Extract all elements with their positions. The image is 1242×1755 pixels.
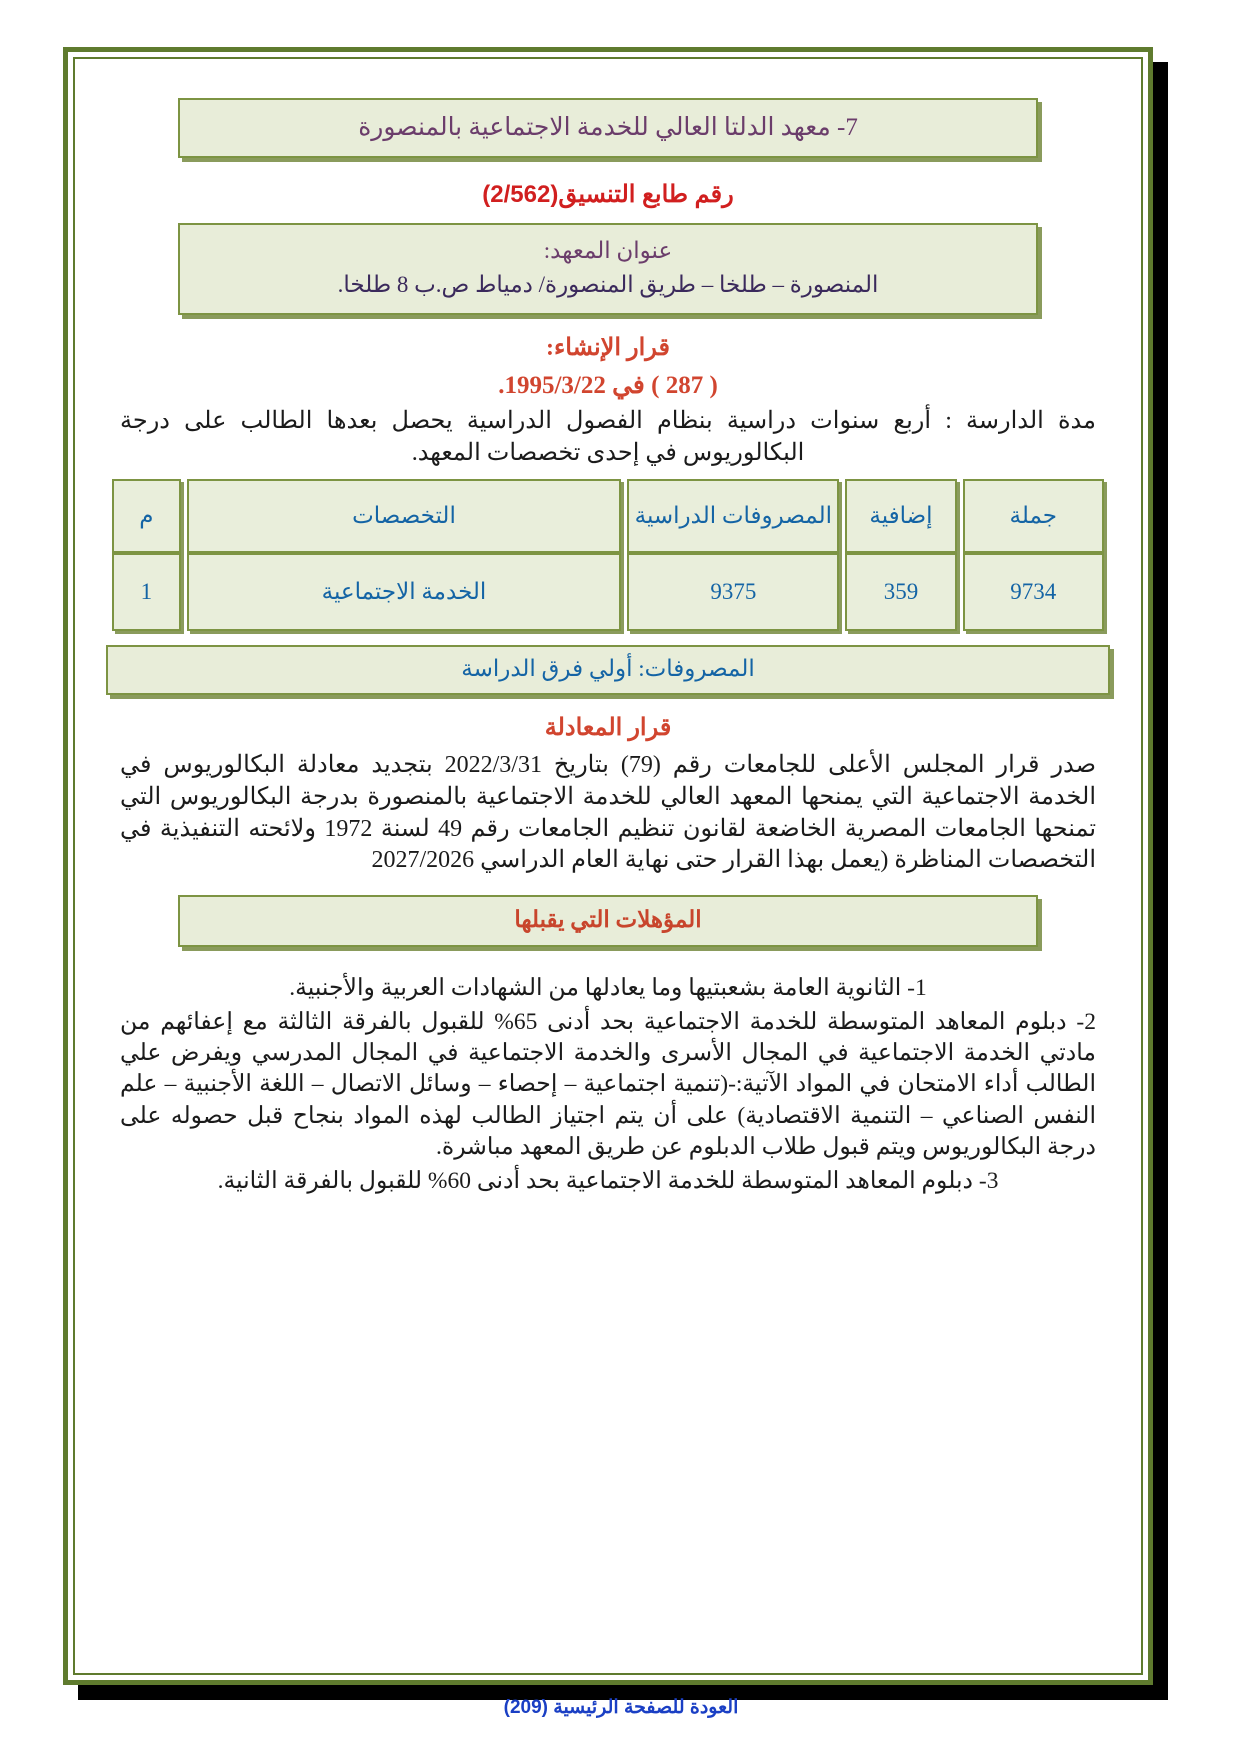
establishment-decree: ( 287 ) في 1995/3/22. <box>498 372 718 399</box>
equivalency-heading: قرار المعادلة <box>544 715 672 742</box>
header-total: جملة <box>963 479 1104 553</box>
establishment-heading: قرار الإنشاء: <box>545 335 670 361</box>
return-home-link[interactable]: العودة للصفحة الرئيسية (209) <box>503 1697 739 1718</box>
header-specialization: التخصصات <box>187 479 621 553</box>
cell-total: 9734 <box>963 553 1104 631</box>
header-extra: إضافية <box>845 479 956 553</box>
list-item: 3- دبلوم المعاهد المتوسطة للخدمة الاجتماعية بحد أدنى 60% للقبول بالفرقة الثانية. <box>217 1167 999 1194</box>
equivalency-paragraph: صدر قرار المجلس الأعلى للجامعات رقم (79) بتاريخ 2022/3/31 بتجديد معادلة البكالوريوس في الخدمة الاجتماعية التي يمنحها المعهد العالي للخدمة الاجتماعية بالمنصورة بدرجة البكالوريوس التي تمنحها الجامعات المصرية الخاضعة لقانون تنظيم الجامعات رقم 49 لسنة 1972 ولائحته التنفيذية في التخصصات المناظرة (يعمل بهذا القرار حتى نهاية العام الدراسي 2027/2026 <box>120 752 1097 874</box>
coordination-stamp-number: رقم طابع التنسيق(2/562) <box>482 181 734 208</box>
fees-table <box>106 479 1110 631</box>
qualifications-list <box>120 973 1096 1197</box>
header-serial: م <box>112 479 181 553</box>
header-tuition: المصروفات الدراسية <box>627 479 839 553</box>
cell-specialization: الخدمة الاجتماعية <box>187 553 621 631</box>
fees-note-bar: المصروفات: أولي فرق الدراسة <box>106 645 1110 695</box>
address-label: عنوان المعهد: <box>543 238 673 263</box>
address-value: المنصورة – طلخا – طريق المنصورة/ دمياط ص.ب 8 طلخا. <box>337 272 879 297</box>
qualifications-bar: المؤهلات التي يقبلها <box>178 895 1038 947</box>
institute-address-box <box>178 223 1038 315</box>
document-content <box>88 72 1128 1662</box>
cell-tuition: 9375 <box>627 553 839 631</box>
list-item: 1- الثانوية العامة بشعبتيها وما يعادلها من الشهادات العربية والأجنبية. <box>289 975 927 1002</box>
cell-serial: 1 <box>112 553 181 631</box>
list-item: 2- دبلوم المعاهد المتوسطة للخدمة الاجتماعية بحد أدنى 65% للقبول بالفرقة الثالثة مع إعفائهم من مادتي الخدمة الاجتماعية في المجال الأسرى والخدمة الاجتماعية في المجال المدرسي ويفرض علي الطالب أداء الامتحان في المواد الآتية:-(تنمية اجتماعية – إحصاء – وسائل الاتصال – اللغة الأجنبية – علم النفس الصناعي – التنمية الاقتصادية) على أن يتم اجتياز الطالب لهذه المواد بنجاح قبل حصوله على درجة البكالوريوس ويتم قبول طلاب الدبلوم عن طريق المعهد مباشرة. <box>120 1008 1096 1161</box>
page-title: 7- معهد الدلتا العالي للخدمة الاجتماعية بالمنصورة <box>178 98 1038 158</box>
study-duration-paragraph: مدة الدارسة : أربع سنوات دراسية بنظام الفصول الدراسية يحصل بعدها الطالب على درجة البكالوريوس في إحدى تخصصات المعهد. <box>120 408 1096 466</box>
table-row <box>112 553 1104 631</box>
table-header-row <box>112 479 1104 553</box>
cell-extra: 359 <box>845 553 956 631</box>
